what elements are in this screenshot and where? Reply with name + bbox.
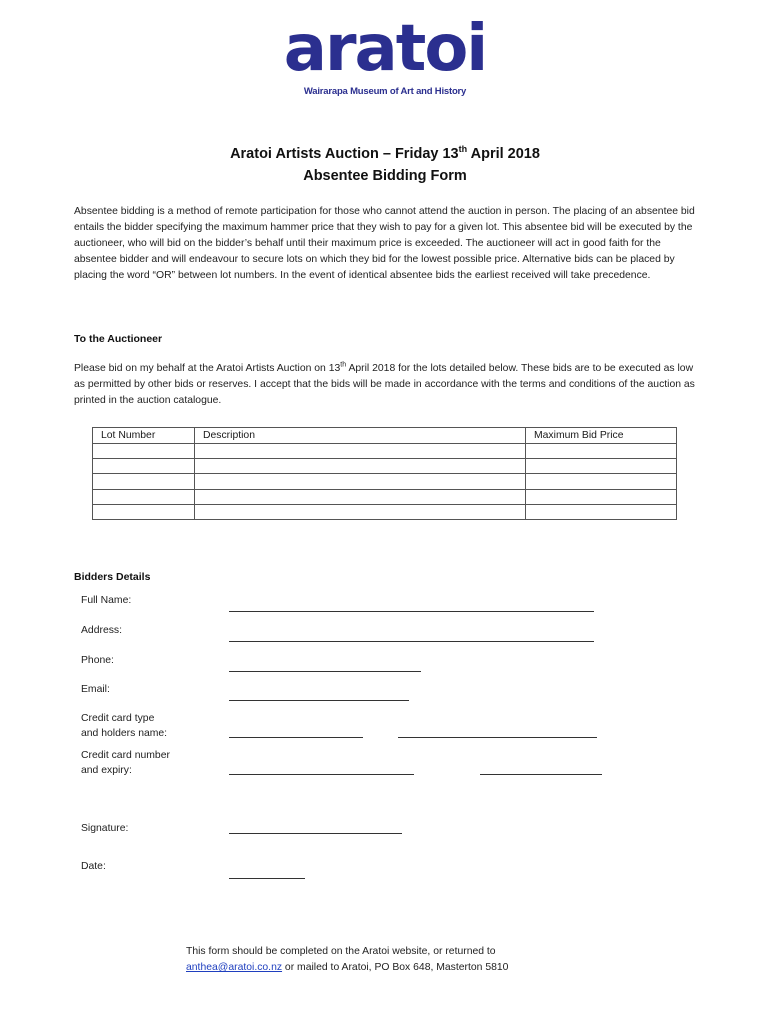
title-line-1 [0, 138, 770, 165]
description-header: Description [195, 428, 526, 444]
description-cell[interactable] [195, 474, 526, 489]
table-row [93, 489, 677, 504]
lot-number-cell[interactable] [93, 444, 195, 459]
lots-table [92, 427, 677, 520]
card-number-label [81, 748, 170, 778]
logo-wordmark: aratoi [283, 12, 487, 86]
lot-number-cell[interactable] [93, 489, 195, 504]
address-label: Address: [81, 625, 123, 636]
date-label: Date: [81, 861, 106, 872]
title-line-1-suffix: April 2018 [467, 145, 540, 162]
phone-label: Phone: [81, 655, 114, 666]
page-title [0, 138, 770, 187]
footer-note [186, 944, 606, 976]
card-expiry-field[interactable] [480, 774, 602, 775]
full-name-field[interactable] [229, 611, 594, 612]
bidders-heading: Bidders Details [74, 571, 151, 583]
signature-field[interactable] [229, 833, 402, 834]
card-number-field[interactable] [229, 774, 414, 775]
maximum-bid-cell[interactable] [526, 444, 677, 459]
lot-number-header: Lot Number [93, 428, 195, 444]
maximum-bid-cell[interactable] [526, 459, 677, 474]
description-cell[interactable] [195, 459, 526, 474]
maximum-bid-cell[interactable] [526, 489, 677, 504]
description-cell[interactable] [195, 489, 526, 504]
card-number-label-line-1: Credit card number [81, 750, 170, 761]
footer-line-2-suffix: or mailed to Aratoi, PO Box 648, Masterton 5810 [282, 962, 509, 973]
maximum-bid-cell[interactable] [526, 504, 677, 519]
title-line-1-prefix: Aratoi Artists Auction – Friday 13 [230, 145, 459, 162]
title-line-1-sup: th [458, 144, 468, 154]
lots-table-header-row [93, 428, 677, 444]
card-holder-name-field[interactable] [398, 737, 597, 738]
description-cell[interactable] [195, 504, 526, 519]
table-row [93, 474, 677, 489]
logo-subtitle: Wairarapa Museum of Art and History [303, 86, 467, 97]
auctioneer-paragraph [74, 361, 702, 409]
table-row [93, 444, 677, 459]
table-row [93, 504, 677, 519]
auctioneer-text-suffix: April 2018 for the lots detailed below. These bids are to be executed as low as permitted by other bids or reserves. I accept that the bids will be made in accordance with the terms and conditions of the auction as printed in the auction catalogue. [74, 363, 695, 406]
card-type-label [81, 711, 167, 741]
card-type-label-line-2: and holders name: [81, 728, 168, 739]
lot-number-cell[interactable] [93, 474, 195, 489]
contact-email-link[interactable]: anthea@aratoi.co.nz [186, 962, 283, 973]
footer-line-2 [186, 960, 606, 976]
intro-paragraph: Absentee bidding is a method of remote participation for those who cannot attend the auction in person. The placing of an absentee bid entails the bidder specifying the maximum hammer price that they wish to pay for a given lot. This absentee bid will be executed by the auctioneer, who will bid on the bidder’s behalf until their maximum price is exceeded. The auctioneer will act in good faith for the absentee bidder and will endeavour to secure lots on which they bid for the lowest possible price. Alternative bids can be placed by placing the word “OR” between lot numbers. In the event of identical absentee bids the earliest received will take precedence. [74, 206, 695, 281]
aratoi-logo [264, 14, 506, 100]
address-field[interactable] [229, 641, 594, 642]
description-cell[interactable] [195, 444, 526, 459]
card-number-label-line-2: and expiry: [81, 765, 132, 776]
full-name-label: Full Name: [81, 595, 132, 606]
phone-field[interactable] [229, 671, 421, 672]
signature-label: Signature: [81, 823, 129, 834]
date-field[interactable] [229, 878, 305, 879]
email-field[interactable] [229, 700, 409, 701]
card-type-label-line-1: Credit card type [81, 713, 155, 724]
card-type-field[interactable] [229, 737, 363, 738]
lot-number-cell[interactable] [93, 459, 195, 474]
table-row [93, 459, 677, 474]
lot-number-cell[interactable] [93, 504, 195, 519]
maximum-bid-cell[interactable] [526, 474, 677, 489]
maximum-bid-price-header: Maximum Bid Price [526, 428, 677, 444]
auctioneer-text-sup: th [340, 361, 347, 369]
auctioneer-heading: To the Auctioneer [74, 333, 163, 345]
auctioneer-text-prefix: Please bid on my behalf at the Aratoi Artists Auction on 13 [74, 363, 341, 374]
footer-line-1: This form should be completed on the Aratoi website, or returned to [186, 946, 496, 957]
title-line-2: Absentee Bidding Form [303, 167, 467, 184]
email-label: Email: [81, 684, 110, 695]
